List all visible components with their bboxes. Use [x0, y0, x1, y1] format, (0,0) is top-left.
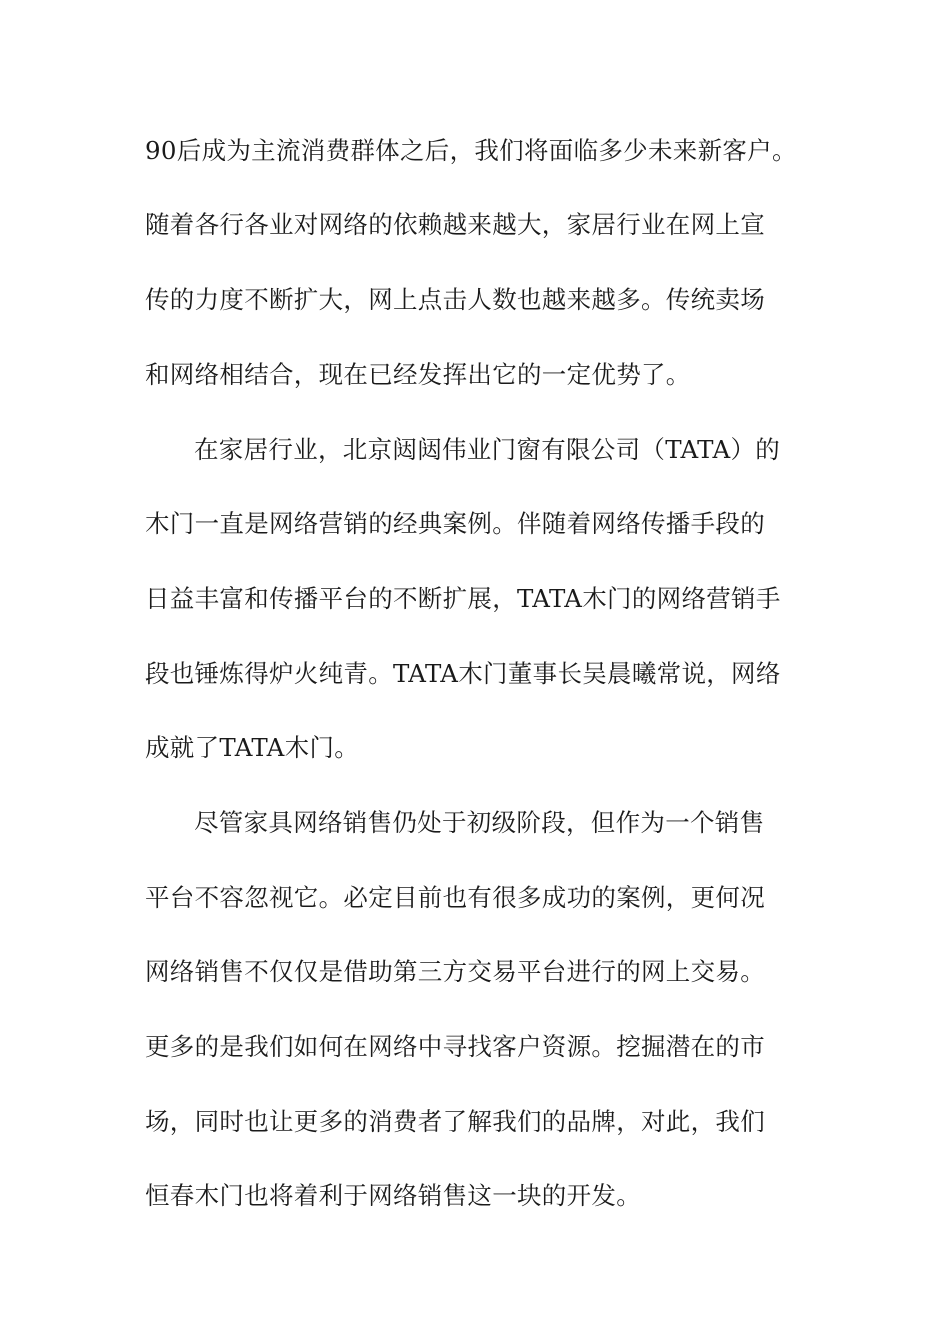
text-line: 段也锤炼得炉火纯青。TATA木门董事长吴晨曦常说，网络: [145, 659, 781, 688]
text-line: 更多的是我们如何在网络中寻找客户资源。挖掘潜在的市: [145, 1032, 765, 1061]
text-line: 随着各行各业对网络的依赖越来越大，家居行业在网上宣: [145, 210, 765, 239]
text-line: 网络销售不仅仅是借助第三方交易平台进行的网上交易。: [145, 957, 765, 986]
text-line: 和网络相结合，现在已经发挥出它的一定优势了。: [145, 360, 691, 389]
text-line: 传的力度不断扩大，网上点击人数也越来越多。传统卖场: [145, 285, 765, 314]
text-line: 场，同时也让更多的消费者了解我们的品牌，对此，我们: [145, 1107, 765, 1136]
text-line: 90后成为主流消费群体之后，我们将面临多少未来新客户。: [145, 136, 797, 165]
text-line: 恒春木门也将着利于网络销售这一块的开发。: [145, 1181, 641, 1210]
text-line: 木门一直是网络营销的经典案例。伴随着网络传播手段的: [145, 509, 765, 538]
paragraph-first-line: 尽管家具网络销售仍处于初级阶段，但作为一个销售: [194, 808, 765, 837]
text-line: 日益丰富和传播平台的不断扩展，TATA木门的网络营销手: [145, 584, 781, 613]
text-line: 平台不容忽视它。必定目前也有很多成功的案例，更何况: [145, 883, 765, 912]
paragraph-first-line: 在家居行业，北京闼闼伟业门窗有限公司（TATA）的: [194, 435, 781, 464]
text-line: 成就了TATA木门。: [145, 733, 360, 762]
